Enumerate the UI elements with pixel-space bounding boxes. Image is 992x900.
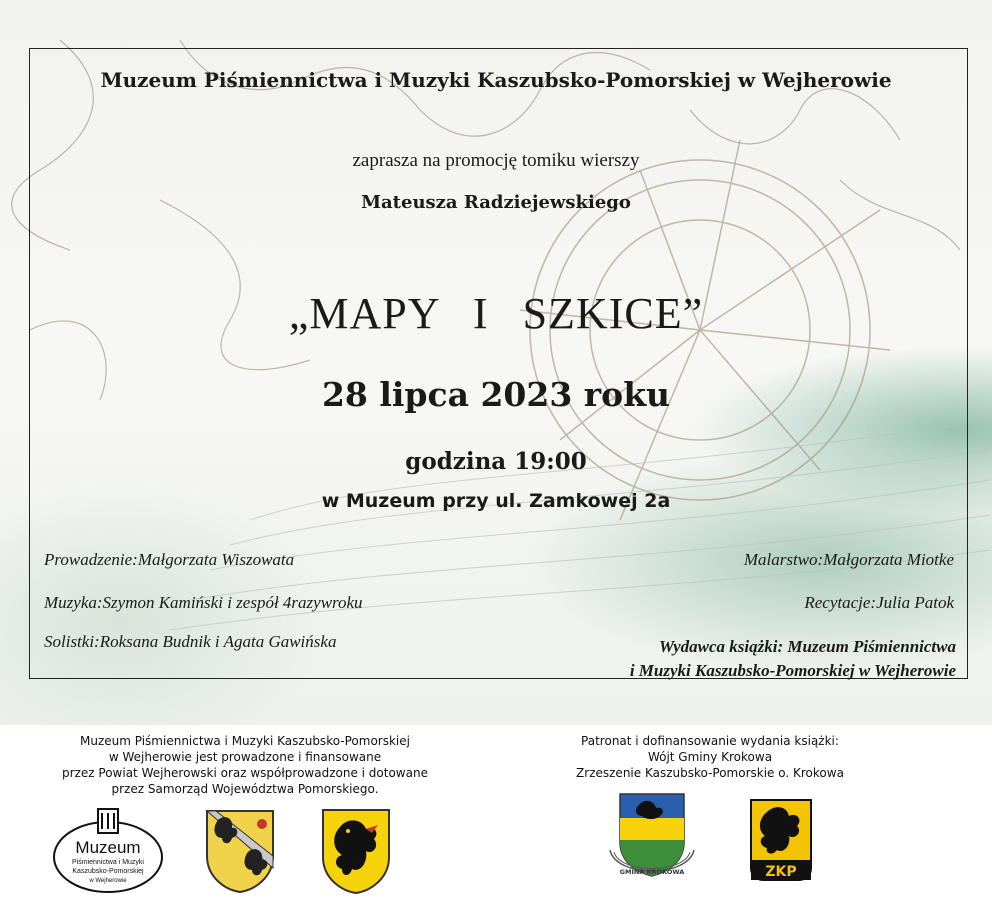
credit-soloists: Solistki:Roksana Budnik i Agata Gawińska	[44, 632, 337, 651]
footer-funding-note: Muzeum Piśmiennictwa i Muzyki Kaszubsko-Pomorskiej w Wejherowie jest prowadzone i finansowane przez Powiat Wejherowski oraz współprowadzone i dotowane przez Samorząd Województwa Pomorskiego.	[62, 734, 428, 796]
svg-text:Kaszubsko-Pomorskiej: Kaszubsko-Pomorskiej	[72, 868, 144, 875]
zkp-logo	[749, 798, 813, 886]
svg-text:Muzeum: Muzeum	[75, 838, 141, 857]
powiat-coat-of-arms-icon	[204, 808, 276, 898]
poster-frame	[29, 48, 968, 679]
publisher-note: Wydawca książki: Muzeum Piśmiennictwa i Muzyki Kaszubsko-Pomorskiej w Wejherowie	[629, 637, 956, 680]
credit-host: Prowadzenie:Małgorzata Wiszowata	[44, 550, 295, 569]
footer-patronage-note: Patronat i dofinansowanie wydania książki: Wójt Gminy Krokowa Zrzeszenie Kaszubsko-Pomorskie o. Krokowa	[576, 734, 844, 780]
credit-painting: Malarstwo:Małgorzata Miotke	[743, 550, 954, 569]
museum-logo	[52, 805, 164, 899]
credit-music: Muzyka:Szymon Kamiński i zespół 4razywroku	[44, 593, 363, 612]
svg-text:ZKP: ZKP	[765, 864, 797, 880]
event-time: godzina 19:00	[405, 448, 587, 475]
event-place: w Muzeum przy ul. Zamkowej 2a	[321, 490, 671, 512]
invitation-text: zaprasza na promocję tomiku wierszy	[352, 150, 640, 171]
svg-text:GMINA KROKOWA: GMINA KROKOWA	[619, 868, 685, 876]
author-name: Mateusza Radziejewskiego	[361, 192, 631, 213]
event-title: „MAPY I SZKICE”	[288, 289, 704, 338]
gmina-krokowa-coat-of-arms-icon	[606, 790, 698, 894]
event-date: 28 lipca 2023 roku	[321, 375, 671, 414]
svg-text:w Wejherowie: w Wejherowie	[89, 878, 127, 884]
pomorskie-coat-of-arms-icon	[320, 807, 392, 899]
organizer-heading: Muzeum Piśmiennictwa i Muzyki Kaszubsko-Pomorskiej w Wejherowie	[100, 68, 892, 92]
credit-recitation: Recytacje:Julia Patok	[804, 593, 954, 612]
svg-text:Piśmiennictwa i Muzyki: Piśmiennictwa i Muzyki	[72, 859, 144, 866]
